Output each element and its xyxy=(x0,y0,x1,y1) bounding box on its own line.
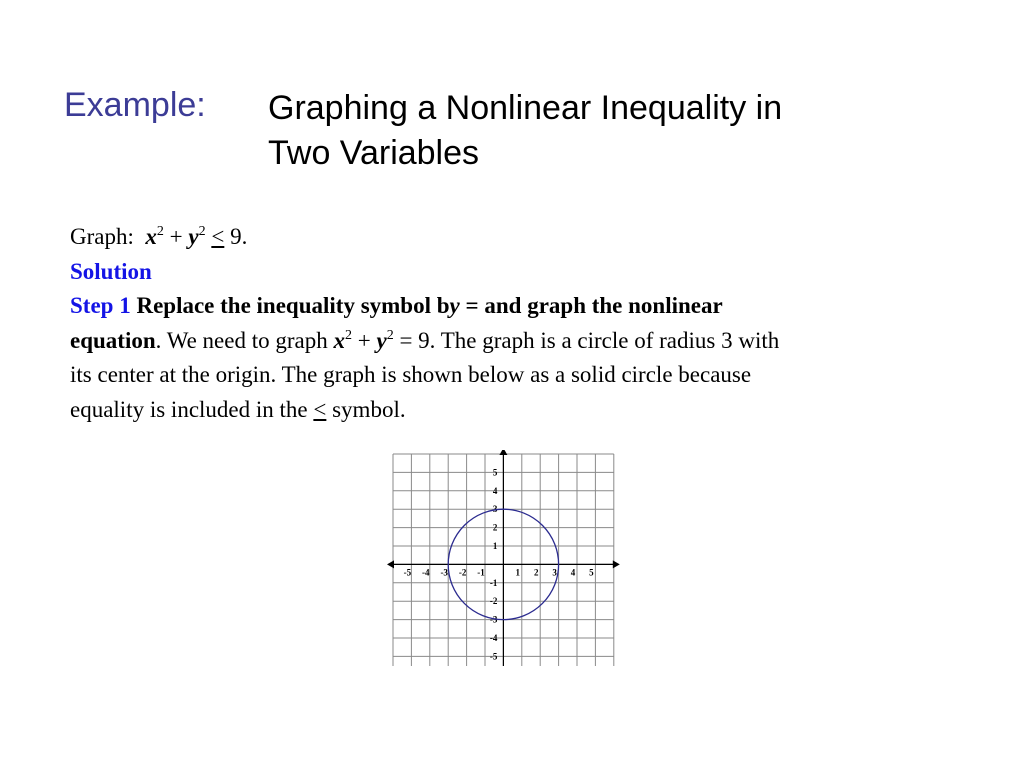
title-line-1: Graphing a Nonlinear Inequality in xyxy=(268,89,783,127)
exponent: 2 xyxy=(156,224,164,239)
y-tick-label: 3 xyxy=(492,504,498,515)
problem-rhs: 9. xyxy=(224,224,248,249)
step1-text-2: = 9. The graph is a circle of radius 3 with xyxy=(393,327,780,353)
problem-statement xyxy=(70,220,970,255)
x-tick-label: -2 xyxy=(458,567,467,578)
y-tick-label: -4 xyxy=(489,633,498,643)
plus-sign: + xyxy=(163,224,189,249)
slide-body xyxy=(70,220,970,427)
var-x: x xyxy=(145,224,157,249)
x-tick-label: -3 xyxy=(440,567,448,578)
x-tick-label: -5 xyxy=(403,567,412,578)
step1-bold-b: = and graph the nonlinear xyxy=(459,293,723,318)
exponent: 2 xyxy=(386,327,394,343)
y-tick-label: -1 xyxy=(489,577,498,588)
y-axis-arrow-up xyxy=(499,450,507,455)
step1-text-1: . We need to graph xyxy=(155,327,334,353)
x-tick-label: 2 xyxy=(533,567,539,578)
y-tick-label: 5 xyxy=(492,467,498,478)
coordinate-graph xyxy=(385,450,625,666)
var-y: y xyxy=(188,224,199,249)
var-x: x xyxy=(333,327,345,353)
exponent: 2 xyxy=(198,224,206,239)
problem-prefix: Graph: xyxy=(70,224,134,249)
title-line-2: Two Variables xyxy=(268,134,480,172)
plus-sign: + xyxy=(351,327,377,353)
x-tick-label: 5 xyxy=(589,567,594,578)
step1-text-4a: equality is included in the xyxy=(70,396,314,422)
x-axis-arrow-left xyxy=(387,560,394,568)
step1-text-4b: symbol. xyxy=(326,396,406,422)
exponent: 2 xyxy=(344,327,352,343)
x-tick-label: 4 xyxy=(570,567,576,578)
step1-line-4 xyxy=(70,393,970,428)
y-tick-label: 1 xyxy=(492,541,498,551)
step1-bold-y: y xyxy=(449,293,460,318)
x-tick-label: 1 xyxy=(515,567,521,578)
step1-line-2 xyxy=(70,324,970,359)
x-axis-arrow-right xyxy=(613,560,620,568)
le-symbol: < xyxy=(211,224,225,249)
y-tick-label: -2 xyxy=(489,596,498,607)
x-tick-label: -4 xyxy=(422,567,430,578)
y-tick-label: -3 xyxy=(489,614,498,625)
step1-label: Step 1 xyxy=(70,293,131,318)
x-tick-label: 3 xyxy=(552,567,557,578)
step1-bold-a: Replace the inequality symbol b xyxy=(136,293,450,318)
y-tick-label: 4 xyxy=(492,485,498,496)
y-tick-label: -5 xyxy=(489,651,498,662)
le-symbol: < xyxy=(313,396,327,422)
solution-label: Solution xyxy=(70,258,152,284)
title-label: Example: xyxy=(64,86,206,124)
step1-line-3: its center at the origin. The graph is shown below as a solid circle because xyxy=(70,362,752,387)
y-tick-label: 2 xyxy=(492,522,498,533)
var-y: y xyxy=(376,327,387,353)
x-tick-label: -1 xyxy=(477,567,485,578)
step1-bold-c: equation xyxy=(70,327,156,353)
step1-line-1 xyxy=(70,289,970,324)
title-text xyxy=(268,86,948,176)
